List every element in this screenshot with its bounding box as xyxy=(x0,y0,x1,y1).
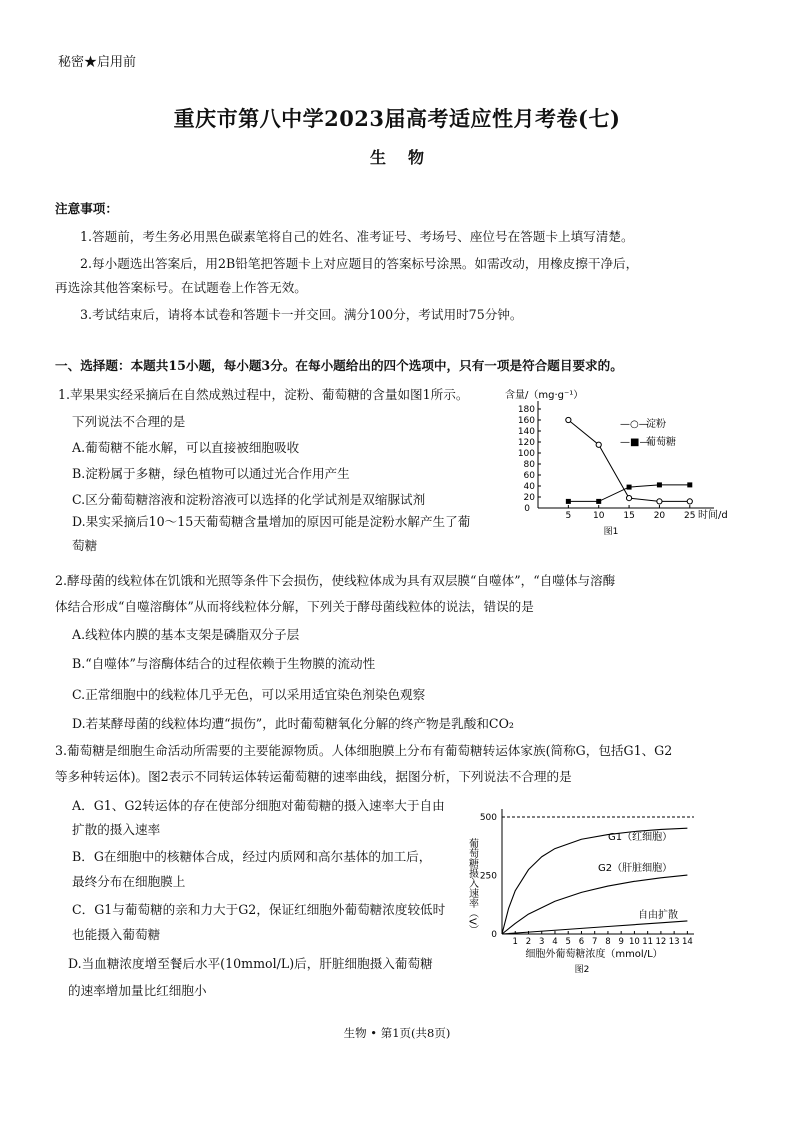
x-tick-label: 10 xyxy=(628,937,640,947)
y-tick-label: 40 xyxy=(523,482,535,492)
x-tick-label: 8 xyxy=(605,937,611,947)
q1-option-a: A.葡萄糖不能水解，可以直接被细胞吸收 xyxy=(72,440,300,455)
q3-stem: 3.葡萄糖是细胞生命活动所需要的主要能源物质。人体细胞膜上分布有葡萄糖转运体家族(简称G，包括G1、G2 xyxy=(55,743,673,758)
q2-option-a: A.线粒体内膜的基本支架是磷脂双分子层 xyxy=(72,627,300,642)
q3-option-b-cont: 最终分布在细胞膜上 xyxy=(72,874,186,889)
notice-item-1: 1.答题前，考生务必用黑色碳素笔将自己的姓名、准考证号、考场号、座位号在答题卡上填写清楚。 xyxy=(80,229,634,244)
x-tick-label: 5 xyxy=(565,937,571,947)
figure-2-svg xyxy=(458,798,708,983)
series-label-3: 自由扩散 xyxy=(638,910,678,921)
figure-2-chart xyxy=(458,798,708,983)
x-tick-label: 3 xyxy=(539,937,545,947)
subject-title: 生物 xyxy=(369,148,446,167)
y-tick-label: 500 xyxy=(479,813,497,823)
y-tick-label: 140 xyxy=(517,427,535,437)
x-tick-label: 2 xyxy=(525,937,532,947)
legend-label-2: 葡萄糖 xyxy=(646,437,676,448)
data-point-glucose xyxy=(657,482,662,487)
exam-title: 重庆市第八中学2023届高考适应性月考卷(七) xyxy=(173,106,621,131)
q2-stem: 2.酵母菌的线粒体在饥饿和光照等条件下会损伤，使线粒体成为具有双层膜“自噬体”，“自噬体与溶酶 xyxy=(55,573,616,588)
x-tick-label: 7 xyxy=(591,937,598,947)
section-heading: 一、选择题：本题共15小题，每小题3分。在每小题给出的四个选项中，只有一项是符合题目要求的。 xyxy=(55,358,623,373)
x-tick-label: 25 xyxy=(684,511,696,521)
figure-caption: 图2 xyxy=(574,965,590,975)
data-point-starch xyxy=(687,499,692,504)
y-tick-label: 60 xyxy=(523,471,535,481)
x-tick-label: 6 xyxy=(578,937,585,947)
q3-option-c: C．G1与葡萄糖的亲和力大于G2，保证红细胞外葡萄糖浓度较低时 xyxy=(72,902,446,917)
confidential-label: 秘密★启用前 xyxy=(58,55,137,70)
notice-item-2: 2.每小题选出答案后，用2B铅笔把答题卡上对应题目的答案标号涂黑。如需改动，用橡皮擦干净后， xyxy=(80,256,639,271)
series-curve-2 xyxy=(502,875,687,934)
data-point-glucose xyxy=(596,499,601,504)
q3-option-b: B．G在细胞中的核糖体合成，经过内质网和高尔基体的加工后， xyxy=(72,849,432,864)
y-axis-label: 葡萄糖摄入速率（V） xyxy=(466,838,478,935)
q2-stem-2: 体结合形成“自噬溶酶体”从而将线粒体分解，下列关于酵母菌线粒体的说法，错误的是 xyxy=(55,599,534,614)
q2-option-b: B.“自噬体”与溶酶体结合的过程依赖于生物膜的流动性 xyxy=(72,656,376,671)
data-point-starch xyxy=(566,417,571,422)
x-tick-label: 11 xyxy=(642,937,654,947)
y-tick-label: 250 xyxy=(479,871,497,882)
series-label-1: G1（红细胞） xyxy=(608,832,673,843)
q3-option-c-cont: 也能摄入葡萄糖 xyxy=(72,927,161,942)
legend-marker-1: —○— xyxy=(620,419,649,430)
x-tick-label: 1 xyxy=(512,937,518,947)
x-axis-label: 时间/d xyxy=(698,510,728,521)
y-axis-label: 含量/（mg·g⁻¹） xyxy=(505,390,584,401)
x-tick-label: 5 xyxy=(565,511,572,521)
data-point-starch xyxy=(626,496,631,501)
q1-option-c: C.区分葡萄糖溶液和淀粉溶液可以选择的化学试剂是双缩脲试剂 xyxy=(72,492,426,507)
data-point-glucose xyxy=(687,482,692,487)
x-tick-label: 14 xyxy=(681,937,693,947)
y-tick-label: 180 xyxy=(517,405,535,415)
q2-option-c: C.正常细胞中的线粒体几乎无色，可以采用适宜染色剂染色观察 xyxy=(72,687,426,702)
y-tick-label: 160 xyxy=(517,416,535,426)
series-label-2: G2（肝脏细胞） xyxy=(598,863,673,874)
q1-option-b: B.淀粉属于多糖，绿色植物可以通过光合作用产生 xyxy=(72,466,350,481)
x-tick-label: 20 xyxy=(653,511,666,521)
data-point-starch xyxy=(657,499,662,504)
legend-marker-2: —■— xyxy=(620,437,650,448)
notice-item-3: 3.考试结束后，请将本试卷和答题卡一并交回。满分100分，考试用时75分钟。 xyxy=(80,307,523,322)
q2-option-d: D.若某酵母菌的线粒体均遭“损伤”，此时葡萄糖氧化分解的终产物是乳酸和CO₂ xyxy=(72,716,514,731)
x-tick-label: 9 xyxy=(618,937,624,947)
q1-option-d: D.果实采摘后10～15天葡萄糖含量增加的原因可能是淀粉水解产生了葡 xyxy=(72,514,471,529)
x-tick-label: 10 xyxy=(592,511,605,521)
figure-caption: 图1 xyxy=(603,527,619,537)
q1-option-d-cont: 萄糖 xyxy=(72,538,98,553)
data-point-glucose xyxy=(627,485,632,490)
legend-label-1: 淀粉 xyxy=(646,419,666,430)
figure-1-svg xyxy=(500,382,728,542)
x-axis-label: 细胞外葡萄糖浓度（mmol/L） xyxy=(525,949,663,960)
data-point-starch xyxy=(596,442,601,447)
y-tick-label: 20 xyxy=(523,493,535,503)
figure-1-chart xyxy=(500,382,728,542)
q3-option-a-cont: 扩散的摄入速率 xyxy=(72,822,161,837)
q3-option-d-cont: 的速率增加量比红细胞小 xyxy=(68,983,207,998)
y-tick-label: 80 xyxy=(523,460,535,470)
x-tick-label: 4 xyxy=(552,937,558,947)
y-tick-label: 100 xyxy=(517,449,535,459)
q1-stem: 1.苹果果实经采摘后在自然成熟过程中，淀粉、葡萄糖的含量如图1所示。 xyxy=(58,387,469,402)
x-tick-label: 13 xyxy=(668,937,680,947)
y-tick-label: 0 xyxy=(491,930,497,940)
x-tick-label: 15 xyxy=(623,511,635,521)
notice-item-2-cont: 再选涂其他答案标号。在试题卷上作答无效。 xyxy=(55,280,307,295)
y-tick-label: 120 xyxy=(517,438,535,448)
data-point-glucose xyxy=(566,499,571,504)
q3-option-a: A．G1、G2转运体的存在使部分细胞对葡萄糖的摄入速率大于自由 xyxy=(72,798,445,813)
q3-option-d: D.当血糖浓度增至餐后水平(10mmol/L)后，肝脏细胞摄入葡萄糖 xyxy=(68,956,433,971)
notice-heading: 注意事项： xyxy=(55,201,118,216)
q1-stem-2: 下列说法不合理的是 xyxy=(72,414,186,429)
origin-label: 0 xyxy=(524,504,530,514)
x-tick-label: 12 xyxy=(655,937,667,947)
page-footer: 生物 • 第1页(共8页) xyxy=(343,1026,451,1040)
q3-stem-2: 等多种转运体)。图2表示不同转运体转运葡萄糖的速率曲线，据图分析，下列说法不合理的是 xyxy=(55,769,572,784)
